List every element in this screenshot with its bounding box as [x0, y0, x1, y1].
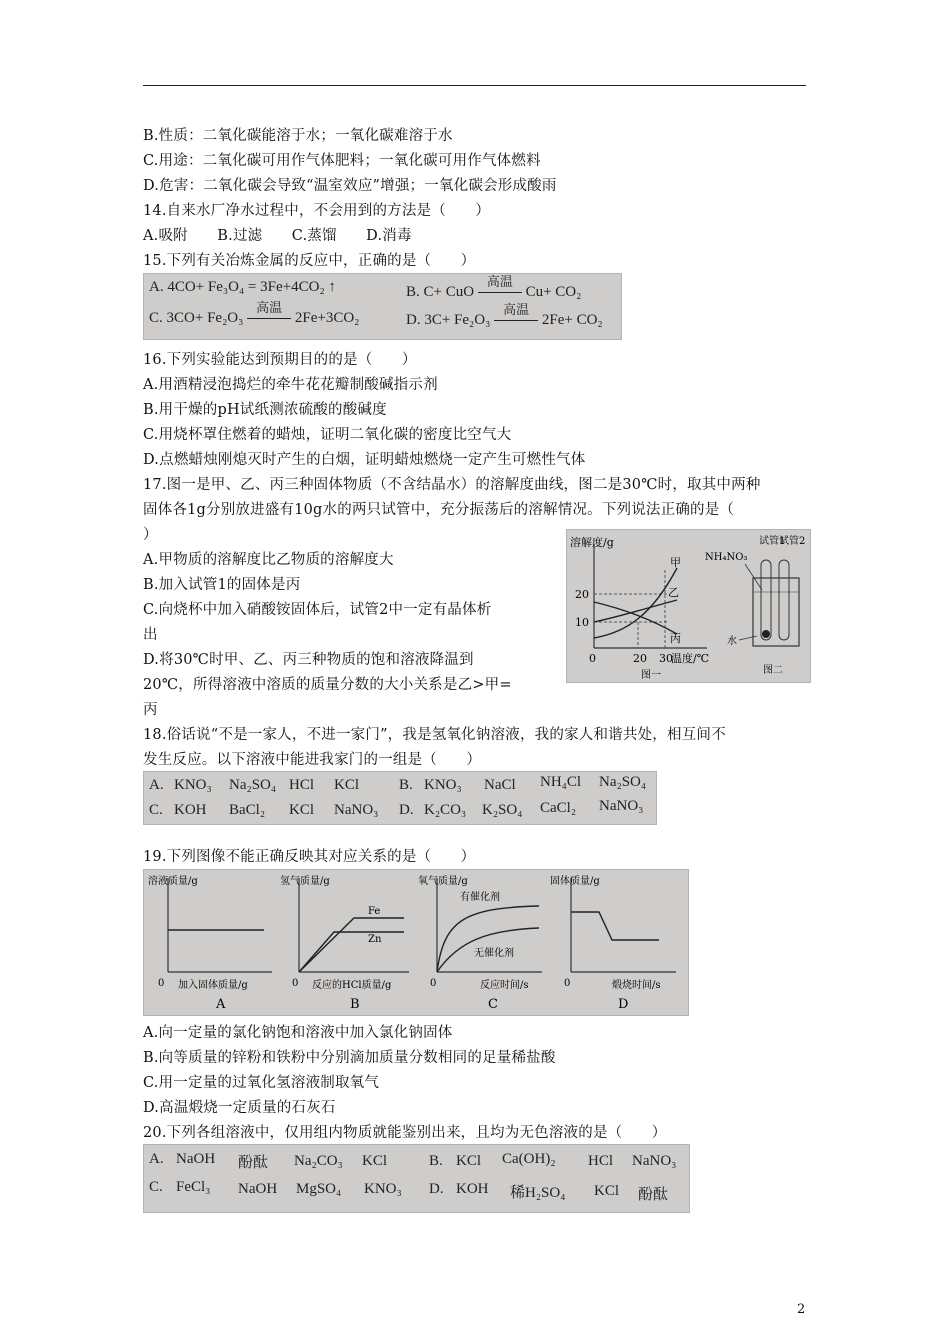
q17-figure-svg — [567, 530, 810, 682]
fig17-ylabel: 溶解度/g — [570, 536, 614, 549]
q17-stem-2: 固体各1g分别放进盛有10g水的两只试管中，充分振荡后的溶解情况。下列说法正确的是（ — [143, 502, 735, 518]
graph-d-letter: D — [618, 997, 629, 1012]
q17-option-c-1: C.向烧杯中加入硝酸铵固体后，试管2中一定有晶体析 — [143, 602, 492, 618]
fig17-label-2: 图二 — [763, 665, 783, 676]
label-bing: 丙 — [670, 632, 681, 645]
q18-a-4: KCl — [334, 777, 360, 793]
graph-b-letter: B — [350, 997, 360, 1012]
q13-option-b: B.性质：二氧化碳能溶于水；一氧化碳难溶于水 — [143, 128, 453, 144]
q20-d-2: 稀H₂SO₄ — [510, 1185, 566, 1201]
header-rule — [143, 85, 806, 86]
q17-option-a: A.甲物质的溶解度比乙物质的溶解度大 — [143, 552, 394, 568]
q20-b-label: B. — [429, 1153, 443, 1169]
graph-a-letter: A — [216, 997, 226, 1012]
fig17-nh4no3: NH₄NO₃ — [705, 552, 748, 563]
q20-options-image — [143, 1144, 690, 1213]
q20-d-3: KCl — [594, 1183, 620, 1199]
q18-b-label: B. — [399, 777, 413, 793]
fig17-label-1: 图一 — [641, 670, 661, 681]
q20-a-3: Na₂CO₃ — [294, 1153, 343, 1169]
q19-option-a: A.向一定量的氯化钠饱和溶液中加入氯化钠固体 — [143, 1025, 453, 1041]
q13-option-c: C.用途：二氧化碳可用作气体肥料；一氧化碳可用作气体燃料 — [143, 153, 541, 169]
graph-a — [148, 874, 272, 1012]
q18-d-2: K₂SO₄ — [482, 802, 523, 818]
q20-c-3: MgSO₄ — [296, 1181, 342, 1197]
q18-b-2: NaCl — [484, 777, 516, 793]
q13-option-d: D.危害：二氧化碳会导致“温室效应”增强；一氧化碳会形成酸雨 — [143, 178, 557, 194]
label-yi: 乙 — [668, 586, 679, 599]
q18-a-label: A. — [149, 777, 164, 793]
q17-stem-1: 17.图一是甲、乙、丙三种固体物质（不含结晶水）的溶解度曲线，图二是30℃时，取其中两种 — [143, 477, 761, 493]
curve-catalyst — [437, 906, 539, 972]
q20-c-4: KNO₃ — [364, 1181, 402, 1197]
q17-figure-image — [566, 529, 811, 683]
q18-c-2: BaCl₂ — [229, 802, 266, 818]
q18-b-1: KNO₃ — [424, 777, 462, 793]
fig17-origin: 0 — [589, 652, 596, 665]
q17-option-c-2: 出 — [143, 627, 158, 643]
graph-b-fe: Fe — [368, 906, 381, 917]
q20-c-1: FeCl₃ — [176, 1179, 211, 1195]
beaker — [753, 578, 799, 646]
fig17-tube1: 试管1 — [759, 536, 786, 547]
graph-c-xlabel: 反应时间/s — [480, 980, 529, 991]
graph-a-ylabel: 溶液质量/g — [148, 876, 198, 887]
q18-options-image — [143, 771, 657, 825]
q15-stem: 15.下列有关冶炼金属的反应中，正确的是（ ） — [143, 253, 476, 269]
q18-c-label: C. — [149, 802, 163, 818]
q16-option-c: C.用烧杯罩住燃着的蜡烛，证明二氧化碳的密度比空气大 — [143, 427, 512, 443]
q19-stem: 19.下列图像不能正确反映其对应关系的是（ ） — [143, 849, 476, 865]
graph-c-no-catalyst: 无催化剂 — [474, 948, 514, 959]
graph-c-ylabel: 氧气质量/g — [418, 876, 468, 887]
q16-option-b: B.用干燥的pH试纸测浓硫酸的酸碱度 — [143, 402, 387, 418]
graph-b-xlabel: 反应的HCl质量/g — [312, 980, 392, 991]
graph-d-origin: 0 — [564, 978, 571, 989]
graph-d — [550, 874, 676, 1012]
graph-d-xlabel: 煅烧时间/s — [612, 980, 661, 991]
q15-options-image — [143, 273, 622, 340]
q19-option-d: D.高温煅烧一定质量的石灰石 — [143, 1100, 336, 1116]
q18-stem-2: 发生反应。以下溶液中能进我家门的一组是（ ） — [143, 752, 482, 768]
fig17-y20: 20 — [575, 588, 589, 601]
fig17-water: 水 — [727, 636, 737, 647]
page-number: 2 — [797, 1302, 806, 1317]
q18-stem-1: 18.俗话说“不是一家人，不进一家门”，我是氢氧化钠溶液，我的家人和谐共处，相互间不 — [143, 727, 726, 743]
graph-b-ylabel: 氢气质量/g — [280, 876, 330, 887]
line-solid-mass — [571, 912, 659, 940]
q16-stem: 16.下列实验能达到预期目的的是（ ） — [143, 352, 417, 368]
q18-a-3: HCl — [289, 777, 315, 793]
q17-option-d-3: 丙 — [143, 702, 158, 718]
q15-option-d: D. 3C+ Fe₂O₃ 高温 2Fe+ CO₂ — [406, 302, 603, 328]
fig17-y10: 10 — [575, 616, 589, 629]
q17-option-b: B.加入试管1的固体是丙 — [143, 577, 301, 593]
q20-b-4: NaNO₃ — [632, 1153, 677, 1169]
label-jia: 甲 — [670, 556, 681, 569]
q20-b-1: KCl — [456, 1153, 482, 1169]
q19-graphs-image — [143, 869, 689, 1016]
q20-b-2: Ca(OH)₂ — [502, 1151, 556, 1167]
fig17-tube2: 试管2 — [779, 536, 806, 547]
q18-d-label: D. — [399, 802, 414, 818]
q19-option-c: C.用一定量的过氧化氢溶液制取氧气 — [143, 1075, 380, 1091]
q18-c-3: KCl — [289, 802, 315, 818]
q20-d-1: KOH — [456, 1181, 489, 1197]
line-fe — [299, 918, 404, 972]
tube-1 — [761, 560, 771, 640]
q18-b-4: Na₂SO₄ — [599, 774, 647, 790]
graph-b-origin: 0 — [292, 978, 299, 989]
tube-2 — [779, 560, 789, 640]
q20-stem: 20.下列各组溶液中，仅用组内物质就能鉴别出来，且均为无色溶液的是（ ） — [143, 1125, 667, 1141]
fig17-x20: 20 — [633, 652, 647, 665]
graph-c-origin: 0 — [430, 978, 437, 989]
q16-option-a: A.用酒精浸泡捣烂的牵牛花花瓣制酸碱指示剂 — [143, 377, 438, 393]
q18-d-1: K₂CO₃ — [424, 802, 467, 818]
q20-a-4: KCl — [362, 1153, 388, 1169]
q18-d-3: CaCl₂ — [540, 800, 577, 816]
q20-a-1: NaOH — [176, 1151, 216, 1167]
q18-a-1: KNO₃ — [174, 777, 212, 793]
q20-c-2: NaOH — [238, 1181, 278, 1197]
q18-d-4: NaNO₃ — [599, 798, 644, 814]
fig17-xlabel: 温度/℃ — [671, 652, 710, 665]
q20-c-label: C. — [149, 1179, 163, 1195]
graph-b-zn: Zn — [368, 934, 382, 945]
graph-c-letter: C — [488, 997, 498, 1012]
q19-option-b: B.向等质量的锌粉和铁粉中分别滴加质量分数相同的足量稀盐酸 — [143, 1050, 556, 1066]
q17-option-d-2: 20℃，所得溶液中溶质的质量分数的大小关系是乙>甲= — [143, 677, 512, 693]
q20-b-3: HCl — [588, 1153, 614, 1169]
q18-a-2: Na₂SO₄ — [229, 777, 277, 793]
q16-option-d: D.点燃蜡烛刚熄灭时产生的白烟，证明蜡烛燃烧一定产生可燃性气体 — [143, 452, 586, 468]
q15-option-c: C. 3CO+ Fe₂O₃ 高温 2Fe+3CO₂ — [149, 300, 360, 326]
q14-stem: 14.自来水厂净水过程中，不会用到的方法是（ ） — [143, 203, 491, 219]
graph-c — [418, 874, 542, 1012]
q18-c-4: NaNO₃ — [334, 802, 379, 818]
q15-option-b: B. C+ CuO 高温 Cu+ CO₂ — [406, 274, 582, 300]
q17-stem-3: ） — [143, 527, 158, 543]
graph-d-ylabel: 固体质量/g — [550, 876, 600, 887]
q20-d-label: D. — [429, 1181, 444, 1197]
graph-a-xlabel: 加入固体质量/g — [178, 980, 248, 991]
fig17-x30: 30 — [659, 652, 673, 665]
q15-option-a: A. 4CO+ Fe₃O₄ = 3Fe+4CO₂ ↑ — [149, 279, 336, 295]
graph-c-catalyst: 有催化剂 — [460, 892, 500, 903]
q20-a-2: 酚酞 — [238, 1155, 269, 1171]
q19-graphs-svg — [144, 870, 688, 1015]
q17-option-d-1: D.将30℃时甲、乙、丙三种物质的饱和溶液降温到 — [143, 652, 474, 668]
graph-a-origin: 0 — [158, 978, 165, 989]
q20-d-4: 酚酞 — [638, 1187, 669, 1203]
q14-options: A.吸附 B.过滤 C.蒸馏 D.消毒 — [143, 228, 412, 244]
q20-a-label: A. — [149, 1151, 164, 1167]
q18-b-3: NH₄Cl — [540, 774, 582, 790]
q18-c-1: KOH — [174, 802, 207, 818]
graph-b — [280, 874, 409, 1012]
line-zn — [299, 932, 404, 972]
